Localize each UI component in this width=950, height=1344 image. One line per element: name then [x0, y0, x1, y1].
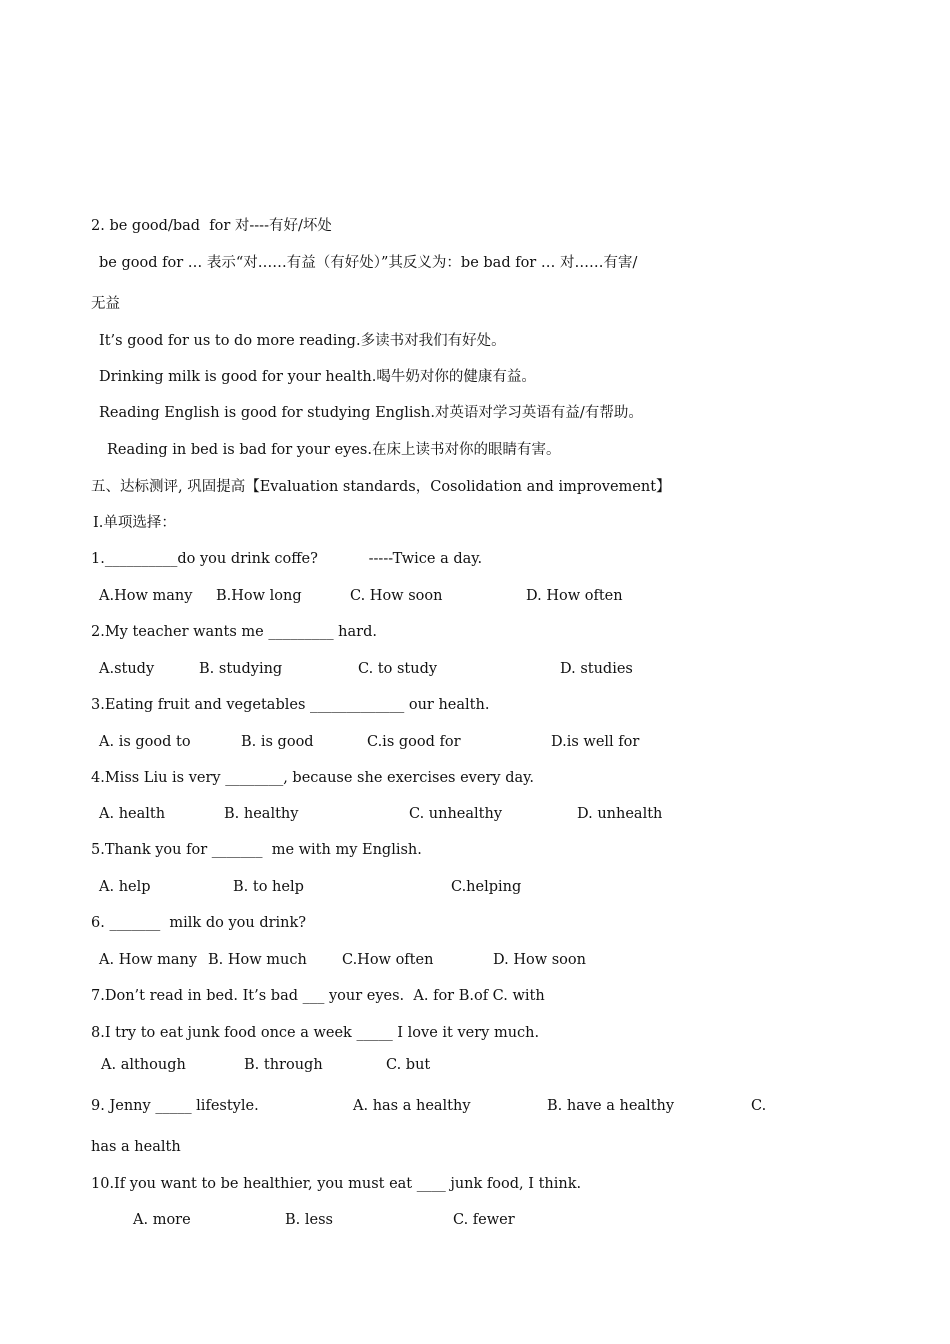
option-b: B. through: [244, 1057, 323, 1073]
option-c: C. unhealthy: [409, 806, 503, 822]
option-c: C. How soon: [350, 588, 443, 604]
option-c-continuation: has a health: [91, 1139, 181, 1155]
option-a: A. is good to: [99, 734, 191, 750]
question-stem: 3.Eating fruit and vegetables _____________ our health.: [91, 697, 490, 713]
section-title: 五、达标测评, 巩固提高【Evaluation standards，Cosolidation and improvement】: [91, 479, 671, 495]
option-b: B. studying: [199, 661, 283, 677]
option-d: D.is well for: [551, 734, 640, 750]
question-stem: 6. _______ milk do you drink?: [91, 915, 307, 931]
option-a: A. help: [99, 879, 151, 895]
option-d: D. unhealth: [577, 806, 663, 822]
option-b: B. less: [285, 1212, 333, 1228]
question-stem: 5.Thank you for _______ me with my English.: [91, 842, 422, 858]
question-stem: 1.__________do you drink coffe? -----Twice a day.: [91, 551, 483, 567]
question-stem: 7.Don’t read in bed. It’s bad ___ your eyes. A. for B.of C. with: [91, 988, 545, 1004]
option-c: C.: [751, 1098, 767, 1114]
grammar-explanation: be good for … 表示“对……有益（有好处）”其反义为：be bad for … 对……有害/: [99, 255, 638, 271]
option-c: C. to study: [358, 661, 438, 677]
question-stem: 2.My teacher wants me _________ hard.: [91, 624, 377, 640]
question-stem: 9. Jenny _____ lifestyle.: [91, 1098, 259, 1114]
example-sentence: Drinking milk is good for your health.喝牛奶对你的健康有益。: [99, 369, 536, 385]
question-stem: 4.Miss Liu is very ________, because she exercises every day.: [91, 770, 534, 786]
option-b: B. have a healthy: [547, 1098, 675, 1114]
option-b: B.How long: [216, 588, 302, 604]
option-b: B. is good: [241, 734, 314, 750]
example-sentence: Reading English is good for studying English.对英语对学习英语有益/有帮助。: [99, 405, 643, 421]
example-sentence: Reading in bed is bad for your eyes.在床上读书对你的眼睛有害。: [107, 442, 561, 458]
grammar-explanation-cont: 无益: [91, 296, 120, 312]
option-c: C.helping: [451, 879, 522, 895]
grammar-heading: 2. be good/bad for 对----有好/坏处: [91, 218, 332, 234]
example-sentence: It’s good for us to do more reading.多读书对我们有好处。: [99, 333, 506, 349]
option-d: D. How often: [526, 588, 623, 604]
option-a: A. has a healthy: [353, 1098, 471, 1114]
option-d: D. studies: [560, 661, 633, 677]
option-b: B. to help: [233, 879, 304, 895]
option-c: C.How often: [342, 952, 434, 968]
question-stem: 8.I try to eat junk food once a week _____ I love it very much.: [91, 1025, 540, 1041]
option-c: C.is good for: [367, 734, 461, 750]
part-title: Ⅰ.单项选择：: [93, 515, 176, 531]
option-a: A. more: [133, 1212, 191, 1228]
option-b: B. healthy: [224, 806, 299, 822]
question-stem: 10.If you want to be healthier, you must eat ____ junk food, I think.: [91, 1176, 582, 1192]
option-c: C. fewer: [453, 1212, 515, 1228]
option-a: A. How many: [99, 952, 198, 968]
option-a: A.study: [99, 661, 155, 677]
option-b: B. How much: [208, 952, 307, 968]
option-d: D. How soon: [493, 952, 586, 968]
option-c: C. but: [386, 1057, 431, 1073]
option-a: A. health: [99, 806, 166, 822]
option-a: A. although: [101, 1057, 186, 1073]
option-a: A.How many: [99, 588, 193, 604]
